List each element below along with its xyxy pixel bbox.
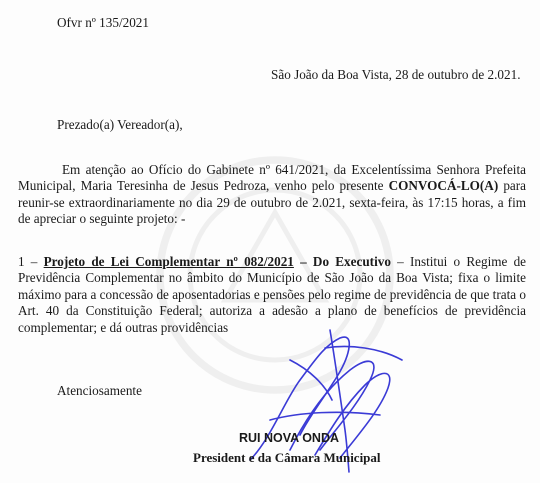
paragraph-tail: para reunir-se extraordinariamente no dia 29 de outubro de 2.021, sexta-feira, às 17:15 horas, a fim de apreciar o seguinte projeto: - — [18, 178, 527, 227]
salutation: Prezado(a) Vereador(a), — [57, 117, 183, 132]
closing: Atenciosamente — [57, 383, 142, 398]
convocation-emphasis: CONVOCÁ-LO(A) — [388, 178, 499, 194]
paragraph-text: Em atenção ao Ofício do Gabinete nº 641/2021, da Excelentíssima Senhora Prefeita Municipal, Maria Teresinha de Jesus Pedroza, venho pelo presente — [18, 162, 526, 194]
item-title: Projeto de Lei Complementar nº 082/2021 — [43, 254, 294, 269]
item-author: – Do Executivo — [300, 254, 391, 269]
item-description: – Institui o Regime de Previdência Complementar no âmbito do Município de São João da Boa Vista; fixa o limite máximo para a concessão de aposentadorias e pensões pelo regime de previdência de que trata o Art. 40 da Constituição Federal; autoriza a adesão a plano de benefícios de previdência complementar; e dá outras providências — [18, 254, 527, 335]
signer-role: President e da Câmara Municipal — [193, 450, 381, 465]
signer-name: RUI NOVA ONDA — [239, 431, 339, 445]
place-and-date: São João da Boa Vista, 28 de outubro de 2.021. — [271, 67, 521, 82]
document-reference: Ofvr nº 135/2021 — [57, 15, 149, 30]
convocation-paragraph — [18, 162, 526, 228]
item-number: 1 – — [18, 254, 38, 269]
